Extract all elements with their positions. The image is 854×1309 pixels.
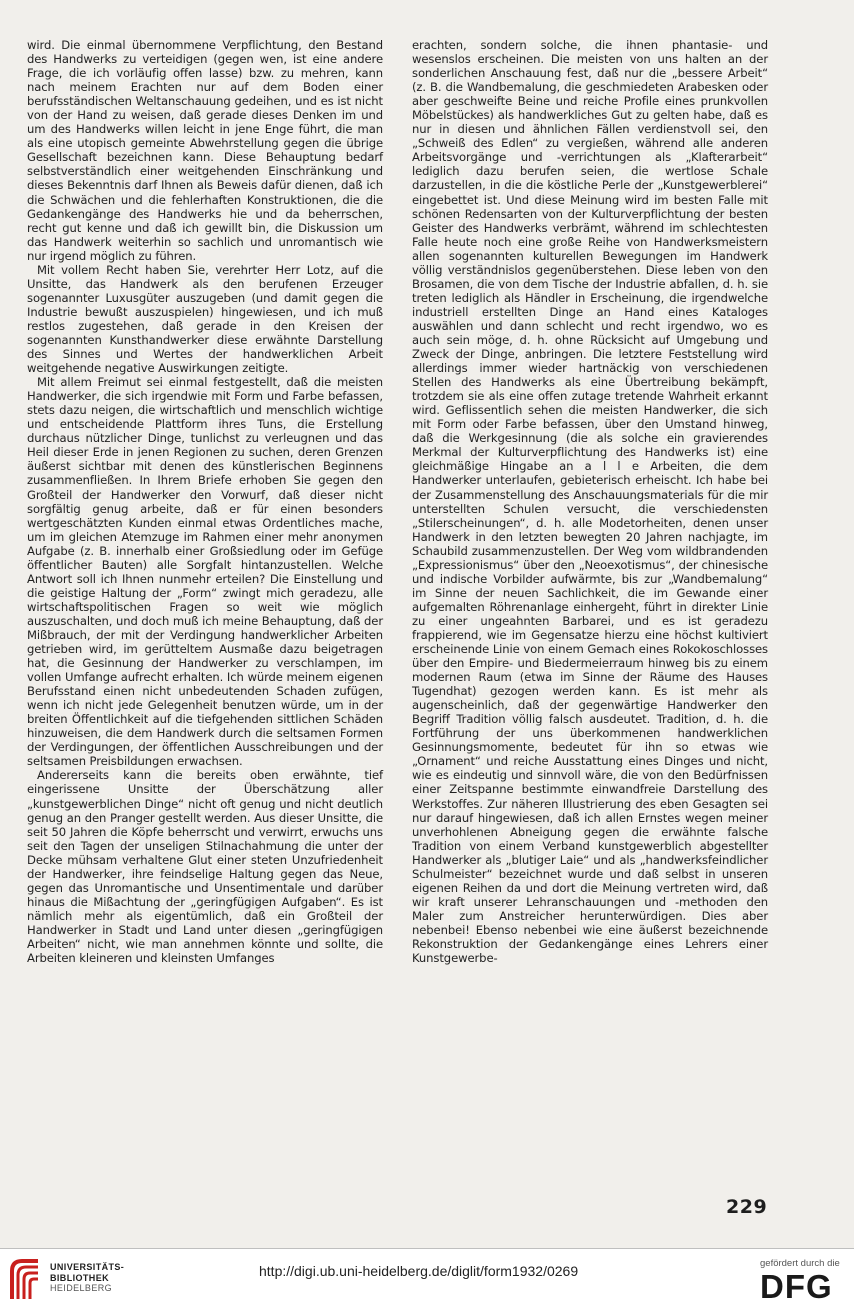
paragraph-5: erachten, sondern solche, die ihnen phantasie- und wesenslos erscheinen. Die meisten von uns halten an der sonderlichen Anschauung fest, daß nur die „bessere Arbeit“ (z. B. die Wandbemalung, die geschmiedeten Arabesken oder aber geschweifte Beine und reiche Profile eines prunkvollen Möbelstückes) als handwerkliches Gut zu gelten habe, daß es nur in diesen und ähnlichen Fällen verdienstvoll sei, den „Schweiß des Edlen“ zu vergießen, während alle anderen Arbeitsvorgänge und -verrichtungen als „Klafterarbeit“ lediglich dazu berufen seien, die wertlose Schale darzustellen, in die die köstliche Perle der „Kunstgewerblerei“ eingebettet ist. Und diese Meinung wird im besten Falle mit schönen Redensarten von der Kulturverpflichtung der besten Geister des Handwerks verbrämt, während im schlechtesten Falle heute noch eine große Reihe von Handwerksmeistern allen sogenannten kulturellen Bewegungen im Handwerk völlig verständnislos gegenüberstehen. Diese leben von den Brosamen, die von dem Tische der Industrie abfallen, d. h. sie treten lediglich als Händler in Erscheinung, die irgendwelche industriell erstellten Dinge an Hand eines Kataloges auswählen und dann schlecht und recht irgendwo, wo es auch sein möge, d. h. ohne Rücksicht auf Umgebung und Zweck der Dinge, anbringen. Die letztere Feststellung wird allerdings immer wieder hartnäckig von verschiedenen Stellen des Handwerks als eine Übertreibung bekämpft, trotzdem sie als eine offen zutage tretende Wahrheit erkannt wird. Geflissentlich sehen die meisten Handwerker, die sich mit Form oder Farbe befassen, über den Umstand hinweg, daß die Werkgesinnung (die als solche ein gravierendes Merkmal der Kulturverpflichtung des Handwerks ist) eine gleichmäßige Hingabe an a l l e Arbeiten, die dem Handwerker unterlaufen, gebieterisch erheischt. Ich habe bei der Zusammenstellung des Anschauungsmaterials für die mir unterstellten Schulen versucht, die verschiedensten „Stilerscheinungen“, d. h. alle Modetorheiten, denen unser Handwerk in den letzten bewegten 20 Jahren nachjagte, im Schaubild zusammenzustellen. Der Weg vom wildbrandenden „Expressionismus“ über den „Neoexotismus“, der chinesische und indische Vorbilder aufwärmte, bis zur „Wandbemalung“ im Sinne der neuen Sachlichkeit, die im Gewande einer aufgemalten Röhrenanlage einhergeht, führt in direkter Linie zu einer ungeahnten Barbarei, und es ist geradezu frappierend, wie im Gegensatze hierzu eine höchst kultiviert erscheinende Linie von einem Gemach eines Rokokoschlosses über den Empire- und Biedermeierraum hinweg bis zu einem modernen Raum (etwa im Sinne der Räume des Hauses Tugendhat) gezogen werden kann. Es ist mehr als augenscheinlich, daß der gegenwärtige Handwerker den Begriff Tradition völlig falsch ausdeutet. Tradition, d. h. die Fortführung der uns überkommenen handwerklichen Gesinnungsmomente, bedeutet für ihn so etwas wie „Ornament“ und reiche Ausstattung eines Dinges und nicht, wie es eindeutig und sinnvoll wäre, die von den Bedürfnissen einer Zeitspanne bestimmte einwandfreie Darstellung des Werkstoffes. Zur näheren Illustrierung des eben Gesagten sei nur darauf hingewiesen, daß ich allen Ernstes wegen meiner unverhohlenen Abneigung gegen die erwähnte falsche Tradition von einem Verband kunstgewerblich abgestellter Handwerker als „blutiger Laie“ und als „handwerksfeindlicher Schulmeister“ bezeichnet wurde und daß selbst in unseren eigenen Reihen da und dort die Meinung vertreten wird, daß wir kraft unserer Lehranschauungen und -methoden den Maler zum Anstreicher herunterwürdigen. Dies aber nebenbei! Ebenso nebenbei wie eine äußerst bezeichnende Rekonstruktion der Gedankengänge eines Lehrers einer Kunstgewerbe-	[412, 38, 768, 966]
paragraph-3: Mit allem Freimut sei einmal festgestellt, daß die meisten Handwerker, die sich irgendwie mit Form und Farbe befassen, stets dazu neigen, die wirtschaftlich und menschlich wichtige und entscheidende Plattform ihres Tuns, die Erstellung durchaus nützlicher Dinge, tunlichst zu verleugnen und das Heil dieser Erde in jenen Regionen zu suchen, deren Grenzen äußerst sichtbar mit denen des künstlerischen Beginnens zusammenfließen. In Ihrem Briefe erhoben Sie gegen den Großteil der Handwerker den Vorwurf, daß dieser nicht sorgfältig genug arbeite, daß er für einen besonders wertgeschätzten Kunden einmal etwas Ordentliches mache, um im gleichen Atemzuge im Rahmen einer mehr anonymen Aufgabe (z. B. innerhalb einer Großsiedlung oder im Gefüge öffentlicher Bauten) alle Sorgfalt hintanzustellen. Welche Antwort soll ich Ihnen nunmehr erteilen? Die Einstellung und die geistige Haltung der „Form“ zwingt mich geradezu, alle wirtschaftspolitischen Fragen so weit wie möglich auszuschalten, und doch muß ich meine Behauptung, daß der Mißbrauch, der mit der Verdingung handwerklicher Arbeiten getrieben wird, im gerütteltem Ausmaße dazu beigetragen hat, die Gesinnung der Handwerker zu verschlampen, im vollen Umfange aufrecht erhalten. Ich würde meinem eigenen Berufsstand einen nicht unbedeutenden Schaden zufügen, wenn ich nicht jede Gelegenheit benutzen würde, um in der breiten Öffentlichkeit auf die tiefgehenden sittlichen Schäden hinzuweisen, die dem Handwerk durch die seltsamen Formen der Verdingungen, der öffentlichen Ausschreibungen und der seltsamen Preisbildungen erwachsen.	[27, 375, 383, 769]
footer-bar	[0, 1249, 854, 1309]
library-line-1: UNIVERSITÄTS-	[50, 1262, 125, 1272]
paragraph-2: Mit vollem Recht haben Sie, verehrter Herr Lotz, auf die Unsitte, das Handwerk als den berufenen Erzeuger sogenannter Luxusgüter auszugeben (und damit gegen die Industrie bewußt auszuspielen) hingewiesen, und ich muß restlos zugestehen, daß gerade in den Kreisen der sogenannten Kunsthandwerker diese erwähnte Darstellung des Sinnes und Wertes der handwerklichen Arbeit weitgehende negative Auswirkungen zeitigte.	[27, 262, 383, 376]
dfg-logo[interactable]: DFG	[760, 1268, 833, 1305]
permalink-url[interactable]: http://digi.ub.uni-heidelberg.de/diglit/form1932/0269	[259, 1263, 579, 1279]
left-column	[27, 38, 383, 965]
funded-by-label: gefördert durch die	[760, 1258, 840, 1269]
library-line-2: BIBLIOTHEK	[50, 1272, 109, 1283]
university-library-logo-icon[interactable]	[8, 1257, 44, 1301]
library-line-3: HEIDELBERG	[50, 1283, 113, 1293]
library-name[interactable]	[50, 1262, 124, 1294]
paragraph-1: wird. Die einmal übernommene Verpflichtung, den Bestand des Handwerks zu verteidigen (gegen wen, ist eine andere Frage, die ich vorläufig offen lasse) bzw. zu mehren, kann nach meinem Erachten nur auf dem Boden einer berufsständischen Weltanschauung gedeihen, und es ist nicht von der Hand zu weisen, daß gerade dieses Denken im und um des Handwerks willen leicht in jene Enge führt, die man als eine utopisch gemeinte Abwehrstellung gegen die übrige Gesellschaft bezeichnen kann. Diese Behauptung bedarf selbstverständlich einer weitgehenden Einschränkung und dieses Bekenntnis darf Ihnen als Beweis dafür dienen, daß ich die Schwächen und die fehlerhaften Konstruktionen, die die Gedankengänge des Handwerks hie und da beherrschen, recht gut kenne und daß ich gewillt bin, die Diskussion um das Handwerk weiterhin so sachlich und unromantisch wie nur irgend möglich zu führen.	[27, 38, 383, 263]
paragraph-4: Andererseits kann die bereits oben erwähnte, tief eingerissene Unsitte der Überschätzung aller „kunstgewerblichen Dinge“ nicht oft genug und nicht deutlich genug an den Pranger gestellt werden. Aus dieser Unsitte, die seit 50 Jahren die Köpfe beherrscht und verwirrt, erwuchs uns seit den Tagen der unseligen Stilnachahmung die unter der Decke mühsam verhaltene Glut einer steten Unzufriedenheit der Handwerker, ihre feindselige Haltung gegen das Neue, gegen das Unromantische und Unsentimentale und darüber hinaus die Mißachtung der „geringfügigen Aufgaben“. Es ist nämlich mehr als eigentümlich, daß ein Großteil der Handwerker in Stadt und Land unter diesen „geringfügigen Arbeiten“ nicht, wie man annehmen könnte und sollte, die Arbeiten kleineren und kleinsten Umfanges	[27, 768, 383, 966]
page-number: 229	[726, 1196, 768, 1218]
right-column	[412, 38, 768, 965]
